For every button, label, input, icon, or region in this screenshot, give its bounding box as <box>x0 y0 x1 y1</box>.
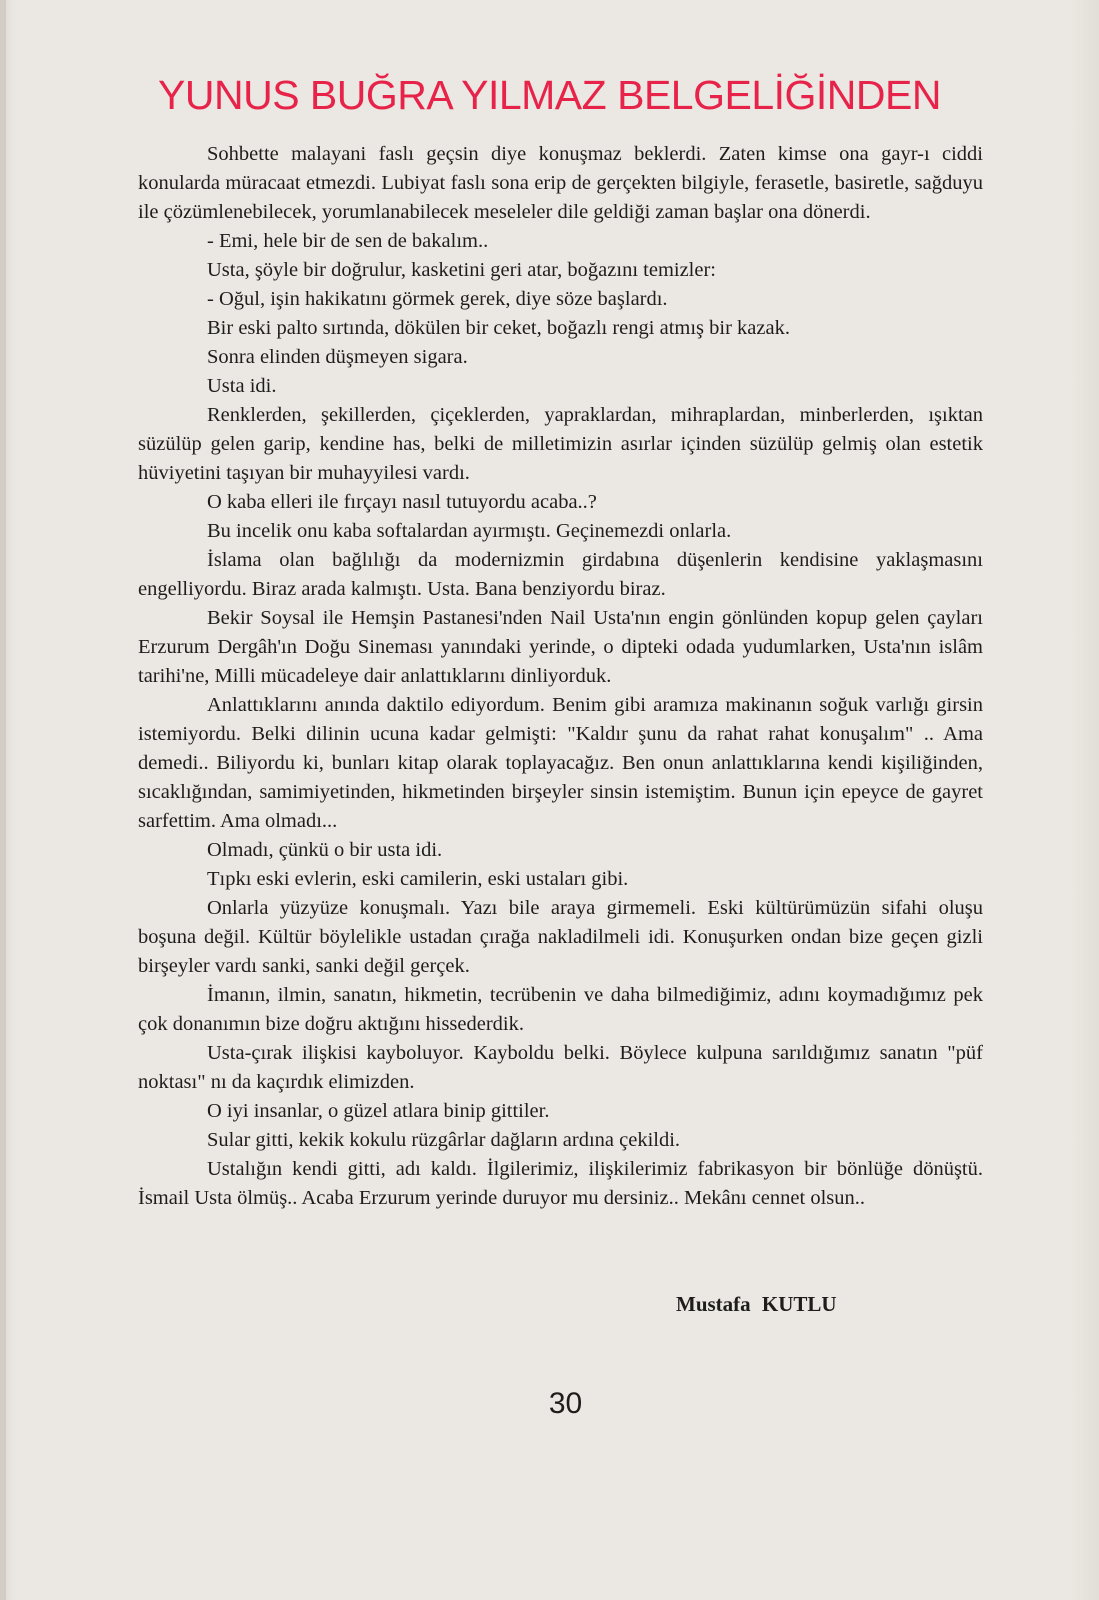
paragraph: Anlattıklarını anında daktilo ediyordum. Benim gibi aramıza makinanın soğuk varlığı girsin istemiyordu. Belki dilinin ucuna kadar gelmişti: "Kaldır şunu da rahat rahat konuşalım" .. Ama demedi.. Biliyordu ki, bunları kitap olarak toplayacağız. Ben onun anlattıklarına kendi kişiliğinden, sıcaklığından, samimiyetinden, hikmetinden birşeyler sinsin istemiştim. Bunun için epeyce de gayret sarfettim. Ama olmadı... <box>138 694 983 832</box>
paragraph: İslama olan bağlılığı da modernizmin girdabına düşenlerin kendisine yaklaşmasını engelliyordu. Biraz arada kalmıştı. Usta. Bana benziyordu biraz. <box>138 549 983 600</box>
author-signature: Mustafa KUTLU <box>676 1292 837 1316</box>
paragraph: İmanın, ilmin, sanatın, hikmetin, tecrübenin ve daha bilmediğimiz, adını koymadığımız pek çok donanımın bize doğru aktığını hissederdik. <box>138 984 983 1035</box>
page-number: 30 <box>548 1387 583 1420</box>
paragraph: O kaba elleri ile fırçayı nasıl tutuyordu acaba..? <box>207 491 597 513</box>
paragraph: Onlarla yüzyüze konuşmalı. Yazı bile araya girmemeli. Eski kültürümüzün sifahi oluşu boşuna değil. Kültür böylelikle ustadan çırağa nakladilmeli idi. Konuşurken ondan bize geçen gizli birşeyler vardı sanki, sanki değil gerçek. <box>138 897 983 977</box>
paragraph: Bir eski palto sırtında, dökülen bir ceket, boğazlı rengi atmış bir kazak. <box>207 317 790 339</box>
paragraph: Usta-çırak ilişkisi kayboluyor. Kayboldu belki. Böylece kulpuna sarıldığımız sanatın "püf noktası" nı da kaçırdık elimizden. <box>138 1042 983 1093</box>
paragraph: Olmadı, çünkü o bir usta idi. <box>207 839 443 861</box>
paragraph: - Oğul, işin hakikatını görmek gerek, diye söze başlardı. <box>207 288 668 310</box>
paragraph: Usta idi. <box>207 375 277 397</box>
page-fold-shadow <box>0 0 6 1600</box>
paragraph: Bu incelik onu kaba softalardan ayırmıştı. Geçinemezdi onlarla. <box>207 520 732 542</box>
paragraph: - Emi, hele bir de sen de bakalım.. <box>207 230 489 252</box>
article-body <box>138 140 983 1213</box>
paragraph: Tıpkı eski evlerin, eski camilerin, eski ustaları gibi. <box>207 868 629 890</box>
paragraph: Renklerden, şekillerden, çiçeklerden, yapraklardan, mihraplardan, minberlerden, ışıktan süzülüp gelen garip, kendine has, belki de milletimizin asırlar içinden süzülüp gelmiş olan estetik hüviyetini taşıyan bir muhayyilesi vardı. <box>138 404 983 484</box>
paragraph: Sonra elinden düşmeyen sigara. <box>207 346 468 368</box>
paragraph: Sular gitti, kekik kokulu rüzgârlar dağların ardına çekildi. <box>207 1129 681 1151</box>
page-title: YUNUS BUĞRA YILMAZ BELGELİĞİNDEN <box>158 72 941 118</box>
paragraph: O iyi insanlar, o güzel atlara binip gittiler. <box>207 1100 550 1122</box>
paragraph: Sohbette malayani faslı geçsin diye konuşmaz beklerdi. Zaten kimse ona gayr-ı ciddi konularda müracaat etmezdi. Lubiyat faslı sona erip de gerçekten bilgiyle, ferasetle, basiretle, sağduyu ile çözümlenebilecek, yorumlanabilecek meseleler dile geldiği zaman başlar ona dönerdi. <box>138 143 983 223</box>
paragraph: Bekir Soysal ile Hemşin Pastanesi'nden Nail Usta'nın engin gönlünden kopup gelen çayları Erzurum Dergâh'ın Doğu Sineması yanındaki yerinde, o dipteki odada yudumlarken, Usta'nın islâm tarihi'ne, Milli mücadeleye dair anlattıklarını dinliyorduk. <box>138 607 983 687</box>
paragraph: Usta, şöyle bir doğrulur, kasketini geri atar, boğazını temizler: <box>207 259 716 281</box>
paragraph: Ustalığın kendi gitti, adı kaldı. İlgilerimiz, ilişkilerimiz fabrikasyon bir bönlüğe dönüştü. İsmail Usta ölmüş.. Acaba Erzurum yerinde duruyor mu dersiniz.. Mekânı cennet olsun.. <box>138 1158 983 1209</box>
